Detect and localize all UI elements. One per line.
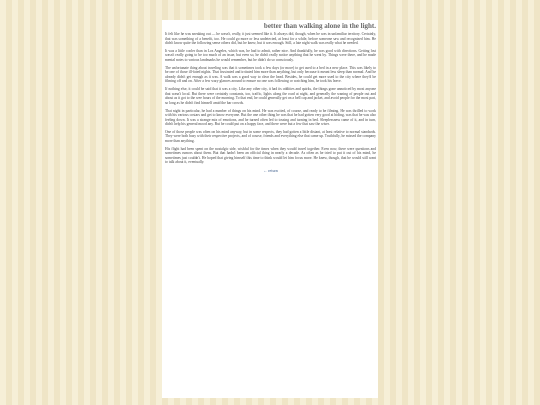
story-paragraph: One of those people was often on his mind anyway, but in some respects, they had gotten a little distant, at least relative to normal standards. They were both busy with their respective projects, and of course, friends and everything else that came up. Truthfully, he missed the company more than anything. [165, 129, 376, 143]
story-paragraph: The unfortunate thing about traveling was that it sometimes took a few days (or more) to get used to a bed in a new place. This was likely to be one of those ill-fated nights. That frustrated and irritated him more than anything, but only because it meant less sleep than normal. And he already didn't get enough as it was. A walk was a good way to clear the head. Besides, he could get more used to the city where they'd be filming off and on. After a few wary glances around to ensure no one was following or watching him, he took his leave. [165, 65, 376, 84]
story-paragraph: It felt like he was sneaking out — he wasn't, really, it just seemed like it. It always did, though, when he was in unfamiliar territory. Certainly, that was something of a benefit, too. He could go more or less undetected, at least for a while, before someone saw and recognized him. He didn't know quite the following sense others did, but he knew, but it was enough. Still, a late night walk was really what he needed. [165, 32, 376, 45]
story-page [162, 20, 378, 398]
return-link[interactable]: ← return [263, 168, 278, 174]
return-link-container [165, 168, 376, 173]
story-paragraph: It was a little cooler than in Los Angeles, which was, he had to admit, rather nice. And thankfully, he was good with directions. Getting lost wasn't really going to be too much of an issue, but even so, he didn't really notice anything that he went by. Things were there, and he made mental notes to various landmarks he would remember, but he didn't do so consciously. [165, 48, 376, 62]
story-paragraph: His flight had been spent on the nostalgic side, wishful for the times when they would travel together. Even now, there were questions and sometimes rumors about them. But that hadn't been an official thing in nearly a decade. As often as he tried to put it out of his mind, he sometimes just couldn't. He hoped that giving himself this time to think would let him focus more. He knew, though, that he would still want to talk about it, eventually. [165, 146, 376, 165]
story-title: better than walking alone in the light. [263, 22, 376, 30]
story-paragraph: That night in particular, he had a number of things on his mind. He was excited, of course, and ready to be filming. He was thrilled to work with his various costars and get to know everyone. But the one other thing he was that he had gotten very good at hiding, was that he was also feeling down. It was a strange mix of emotions, and he turned often led to tossing and turning in bed. Sleeplessness came of it, and in turn, didn't help his general mood any. But he could put on a happy face, and there were but a few that saw the wiser. [165, 108, 376, 127]
story-paragraph: If nothing else, it could be said that it was a city. Like any other city, it had its oddities and quirks, the things gone unnoticed by most anyone that wasn't local. But there were certainly constants, too, traffic, lights along the road at night, and generally the waning of people out and about as it got to the wee hours of the morning. To that end, he could generally get on a bell cap and jacket, and avoid people for the most part, so long as he didn't find himself amid the bar crowds. [165, 87, 376, 105]
